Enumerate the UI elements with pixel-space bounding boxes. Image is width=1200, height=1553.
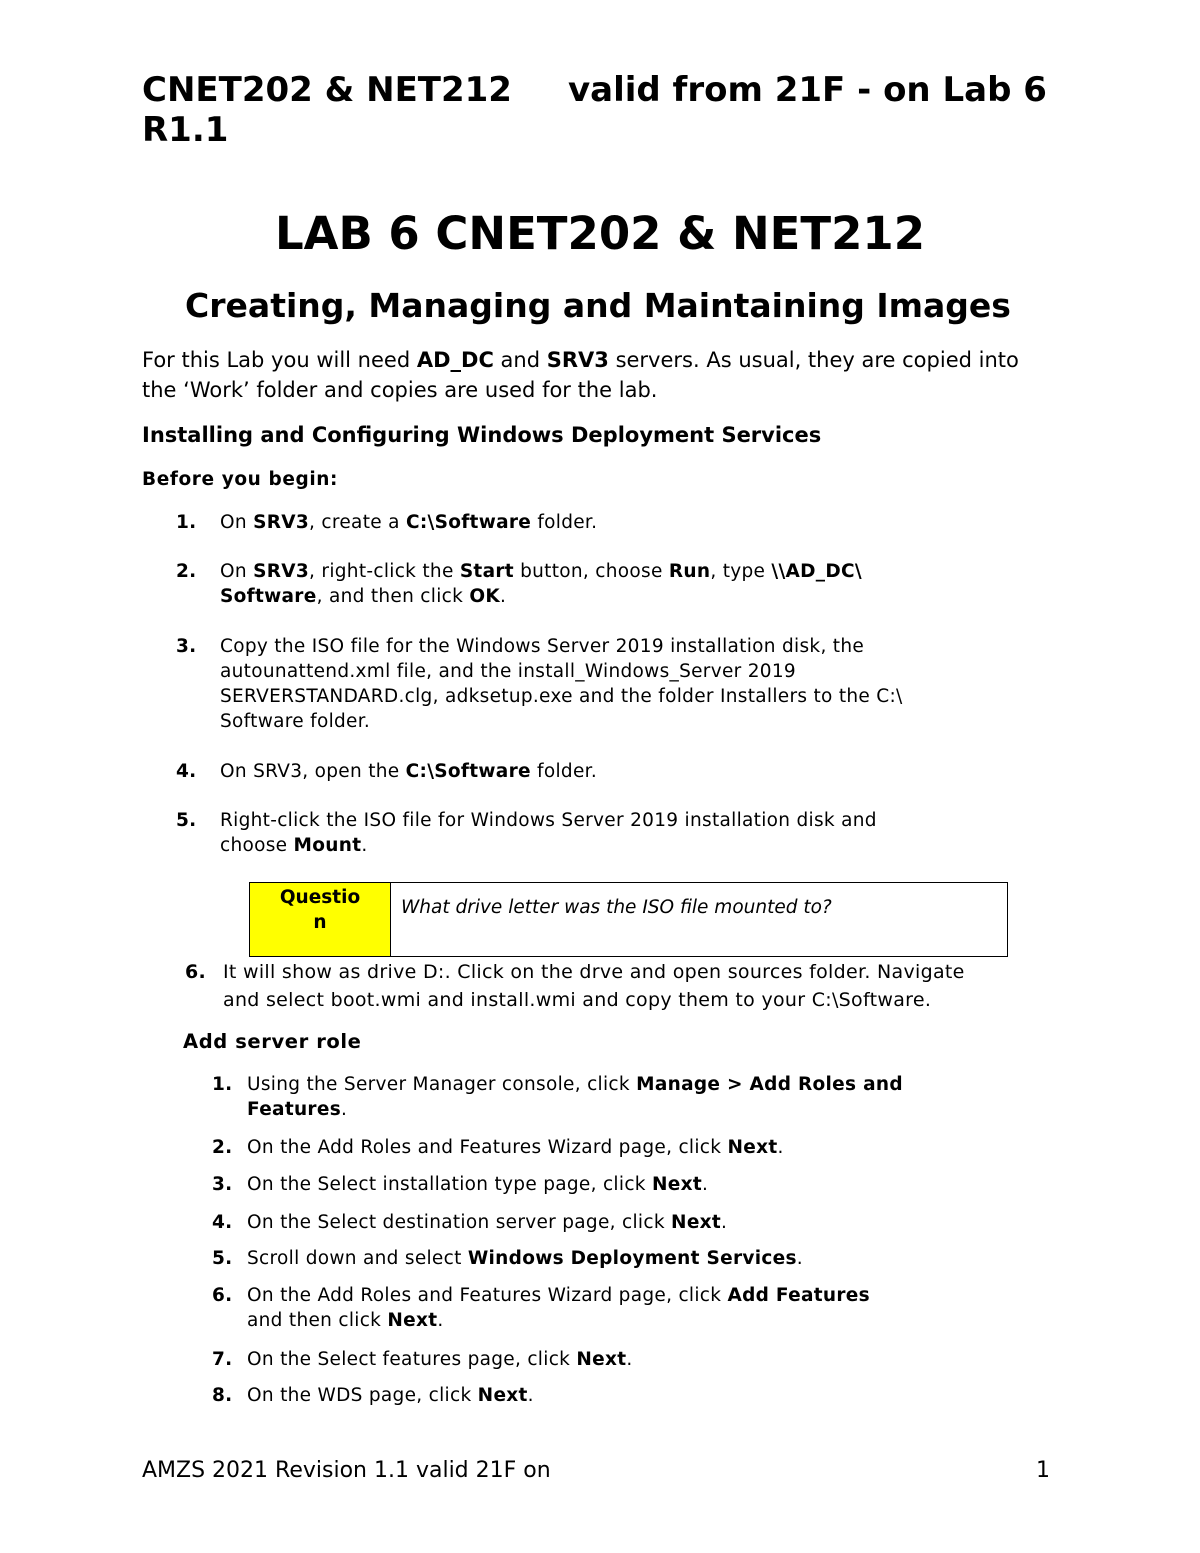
list-number: 5. bbox=[212, 1248, 233, 1269]
list-number: 6. bbox=[212, 1285, 233, 1306]
list-item bbox=[212, 1072, 1072, 1124]
section-heading: Installing and Configuring Windows Deployment Services bbox=[142, 423, 822, 447]
list-text: On the WDS page, click Next. bbox=[247, 1385, 534, 1406]
list-text: Copy the ISO file for the Windows Server 2019 installation disk, the autounattend.xml file, and the install_Windows_Server 2019 SERVERSTANDARD.clg, adksetup.exe and the folder Installers to the C:\ Software folder. bbox=[220, 636, 903, 732]
list-text: On the Add Roles and Features Wizard page, click Next. bbox=[247, 1137, 784, 1158]
page-header bbox=[142, 70, 1072, 150]
list-text: Scroll down and select Windows Deployment Services. bbox=[247, 1248, 803, 1269]
list-number: 4. bbox=[176, 761, 197, 782]
list-text: It will show as drive D:. Click on the drve and open sources folder. Navigate and select boot.wmi and install.wmi and copy them to your C:\Software. bbox=[223, 961, 965, 1011]
list-number: 8. bbox=[212, 1385, 233, 1406]
list-text: On SRV3, create a C:\Software folder. bbox=[220, 512, 598, 533]
intro-text: and bbox=[493, 348, 547, 372]
list-number: 6. bbox=[185, 961, 207, 983]
list-text: On SRV3, right-click the Start button, choose Run, type \\AD_DC\ Software, and then click OK. bbox=[220, 561, 862, 607]
list-text: On the Select features page, click Next. bbox=[247, 1349, 633, 1370]
list-number: 7. bbox=[212, 1349, 233, 1370]
list-number: 1. bbox=[176, 512, 197, 533]
server-name: SRV3 bbox=[546, 348, 609, 372]
intro-text: For this Lab you will need bbox=[142, 348, 417, 372]
list-number: 3. bbox=[212, 1174, 233, 1195]
list-number: 2. bbox=[176, 561, 197, 582]
document-title: LAB 6 CNET202 & NET212 bbox=[274, 207, 926, 260]
list-item bbox=[176, 634, 1076, 736]
page-footer: AMZS 2021 Revision 1.1 valid 21F on bbox=[142, 1458, 551, 1483]
list-text: On the Select destination server page, click Next. bbox=[247, 1212, 728, 1233]
question-label: Questio n bbox=[250, 883, 391, 956]
list-item bbox=[212, 1283, 1072, 1335]
document-subtitle: Creating, Managing and Maintaining Images bbox=[185, 286, 1011, 325]
list-number: 3. bbox=[176, 636, 197, 657]
list-item bbox=[176, 808, 1076, 860]
list-number: 1. bbox=[212, 1074, 233, 1095]
header-course: CNET202 & NET212 bbox=[142, 70, 512, 110]
question-table bbox=[249, 882, 1008, 957]
list-number: 4. bbox=[212, 1212, 233, 1233]
list-text: Right-click the ISO file for Windows Server 2019 installation disk and choose Mount. bbox=[220, 810, 877, 856]
server-name: AD_DC bbox=[416, 348, 494, 372]
intro-paragraph bbox=[142, 345, 1042, 405]
list-text: Using the Server Manager console, click Manage > Add Roles and Features. bbox=[247, 1074, 903, 1120]
header-validity: valid from 21F - on Lab 6 R1.1 bbox=[142, 70, 1047, 150]
list-item bbox=[176, 559, 1076, 611]
list-item bbox=[185, 958, 965, 1011]
page-number: 1 bbox=[1036, 1458, 1050, 1483]
before-you-begin-label: Before you begin: bbox=[142, 469, 339, 490]
list-text: On the Select installation type page, click Next. bbox=[247, 1174, 709, 1195]
list-number: 5. bbox=[176, 810, 197, 831]
list-text: On SRV3, open the C:\Software folder. bbox=[220, 761, 598, 782]
intro-text: servers. As usual, they are copied into the ‘Work’ folder and copies are used for the lab. bbox=[142, 348, 1019, 402]
question-text: What drive letter was the ISO file mounted to? bbox=[401, 897, 832, 918]
list-text: On the Add Roles and Features Wizard page, click Add Features and then click Next. bbox=[247, 1285, 870, 1331]
add-server-role-heading: Add server role bbox=[183, 1030, 362, 1053]
list-number: 2. bbox=[212, 1137, 233, 1158]
